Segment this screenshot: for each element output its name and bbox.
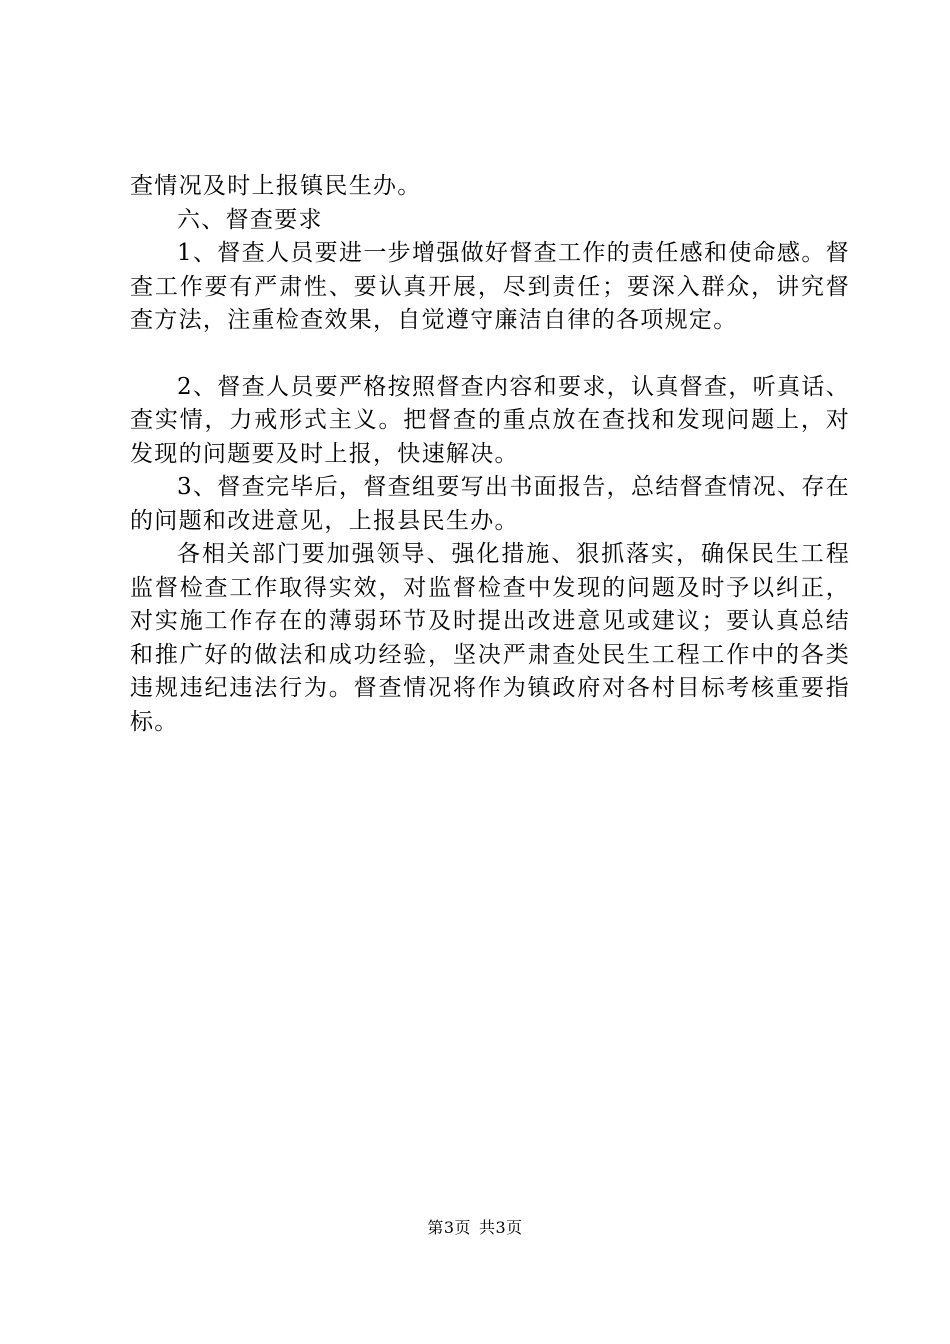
page-footer — [0, 1215, 950, 1238]
section-heading: 六、督查要求 — [177, 206, 323, 233]
paragraph-continuation: 查情况及时上报镇民生办。 — [130, 173, 422, 199]
paragraph-conclusion: 各相关部门要加强领导、强化措施、狠抓落实，确保民生工程监督检查工作取得实效，对监督检查中发现的问题及时予以纠正，对实施工作存在的薄弱环节及时提出改进意见或建议；要认真总结和推广好的做法和成功经验，坚决严肃查处民生工程工作中的各类违规违纪违法行为。督查情况将作为镇政府对各村目标考核重要指标。 — [130, 541, 850, 735]
paragraph-requirement-3: 3、督查完毕后，督查组要写出书面报告，总结督查情况、存在的问题和改进意见，上报县民生办。 — [130, 474, 850, 534]
document-body — [130, 170, 850, 739]
paragraph-requirement-2: 2、督查人员要严格按照督查内容和要求，认真督查，听真话、查实情，力戒形式主义。把督查的重点放在查找和发现问题上，对发现的问题要及时上报，快速解决。 — [130, 373, 850, 467]
paragraph-requirement-1: 1、督查人员要进一步增强做好督查工作的责任感和使命感。督查工作要有严肃性、要认真开展，尽到责任；要深入群众，讲究督查方法，注重检查效果，自觉遵守廉洁自律的各项规定。 — [130, 240, 850, 333]
page-number-total: 共3页 — [479, 1218, 523, 1237]
page-number-current: 第3页 — [427, 1218, 471, 1237]
